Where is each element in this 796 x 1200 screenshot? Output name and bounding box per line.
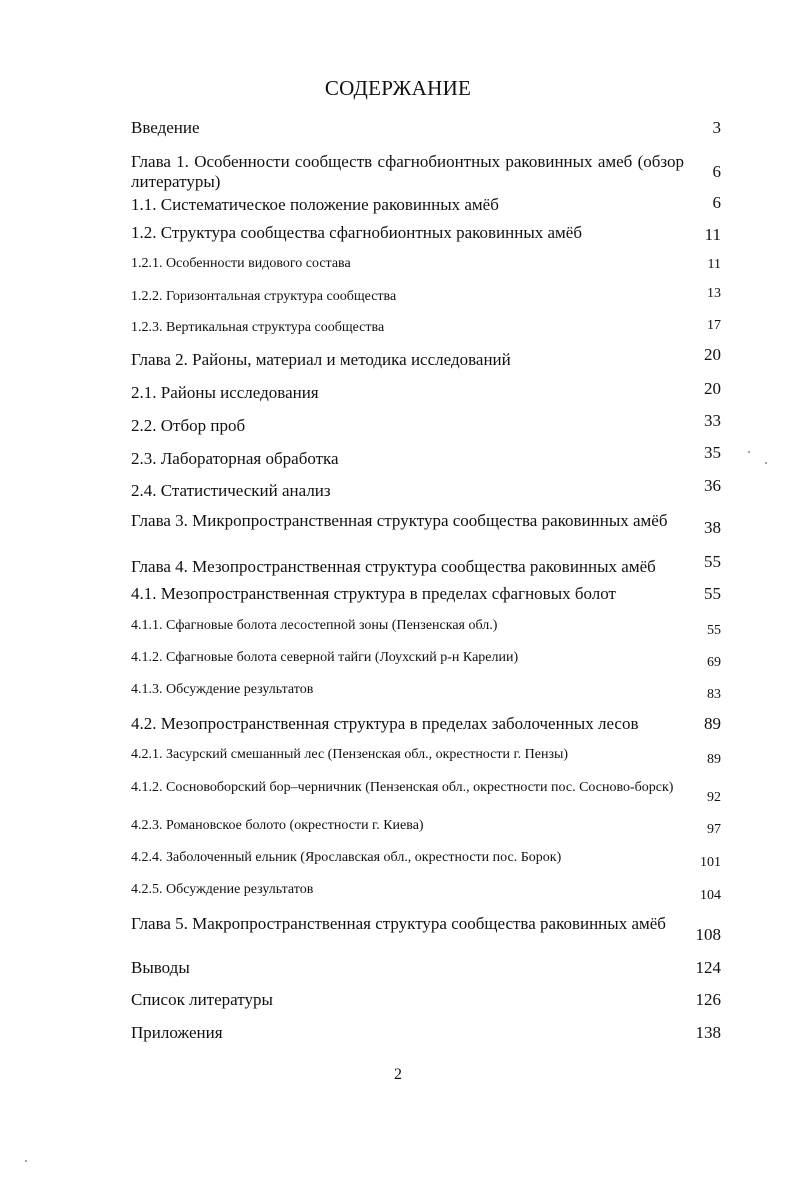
toc-entry-page: 89	[707, 752, 721, 767]
toc-entry-page: 36	[704, 476, 721, 495]
toc-entry	[131, 616, 721, 636]
toc-entry	[131, 584, 721, 604]
toc-entry-title: 1.2. Структура сообщества сфагнобионтных раковинных амёб	[131, 223, 582, 242]
toc-entry	[131, 816, 721, 836]
toc-entry-title: Введение	[131, 118, 200, 137]
toc-entry-page: 108	[695, 925, 721, 944]
toc-entry-page: 138	[695, 1023, 721, 1042]
toc-entry-title: Глава 5. Макропространственная структура сообщества раковинных амёб	[131, 914, 666, 933]
toc-entry-title: 4.2.4. Заболоченный ельник (Ярославская обл., окрестности пос. Борок)	[131, 850, 562, 865]
toc-entry-page: 97	[707, 822, 721, 837]
toc-entry-page: 6	[712, 193, 721, 212]
toc-entry-title: 4.1.3. Обсуждение результатов	[131, 682, 314, 697]
toc-entry	[131, 287, 721, 307]
toc-entry	[131, 379, 721, 403]
scan-speck	[25, 1160, 27, 1162]
toc-entry	[131, 152, 721, 192]
toc-entry-page: 126	[695, 990, 721, 1009]
toc-entry	[131, 880, 721, 903]
toc-entry-page: 124	[695, 958, 721, 977]
toc-entry-page: 11	[707, 257, 721, 272]
toc-entry	[131, 745, 721, 765]
toc-entry-page: 13	[707, 286, 721, 301]
toc-entry	[131, 778, 721, 805]
toc-entry-title: 4.2.1. Засурский смешанный лес (Пензенская обл., окрестности г. Пензы)	[131, 747, 569, 762]
toc-entry-title: 1.2.3. Вертикальная структура сообщества	[131, 320, 385, 335]
toc-entry-title: Приложения	[131, 1023, 223, 1042]
toc-entry-title: 4.2.3. Романовское болото (окрестности г. Киева)	[131, 818, 424, 833]
toc-entry	[131, 443, 721, 469]
toc-entry-page: 38	[704, 518, 721, 537]
toc-entry	[131, 223, 721, 243]
toc-entry-page: 69	[707, 655, 721, 670]
toc-entry-page: 6	[712, 162, 721, 181]
toc-entry	[131, 118, 721, 138]
toc-entry	[131, 1023, 721, 1043]
toc-entry-title: 4.1. Мезопространственная структура в пределах сфагновых болот	[131, 584, 616, 603]
toc-entry-title: 1.2.2. Горизонтальная структура сообщества	[131, 289, 397, 304]
toc-entry-page: 33	[704, 411, 721, 430]
toc-entry-title: Глава 1. Особенности сообществ сфагнобионтных раковинных амеб (обзор литературы)	[131, 152, 684, 191]
toc-entry	[131, 648, 721, 668]
toc-entry-title: 1.2.1. Особенности видового состава	[131, 256, 351, 271]
toc-entry-title: 1.1. Систематическое положение раковинных амёб	[131, 195, 499, 214]
toc-entry	[131, 476, 721, 501]
toc-entry-page: 17	[707, 318, 721, 333]
toc-entry	[131, 411, 721, 436]
toc-entry	[131, 195, 721, 215]
toc-entry-page: 20	[704, 379, 721, 398]
toc-entry-title: Выводы	[131, 958, 190, 977]
toc-entry-title: Глава 4. Мезопространственная структура сообщества раковинных амёб	[131, 557, 656, 576]
toc-entry	[131, 345, 721, 370]
toc-entry-title: 2.3. Лабораторная обработка	[131, 449, 339, 468]
toc-entry	[131, 254, 721, 274]
toc-entry	[131, 958, 721, 978]
toc-entry	[131, 990, 721, 1010]
toc-entry-page: 35	[704, 443, 721, 462]
toc-entry-page: 83	[707, 687, 721, 702]
toc-entry-page: 55	[707, 623, 721, 638]
toc-entry-page: 3	[712, 118, 721, 137]
page-number: 2	[394, 1066, 402, 1083]
toc-entry-title: 4.1.2. Сосновоборский бор–черничник (Пензенская обл., окрестности пос. Сосново-борск)	[131, 780, 674, 795]
page-title: СОДЕРЖАНИЕ	[324, 76, 472, 100]
toc-entry-title: 4.1.2. Сфагновые болота северной тайги (Лоухский р-н Карелии)	[131, 650, 519, 665]
scan-speck	[765, 462, 767, 464]
toc-entry-page: 92	[707, 790, 721, 805]
toc-entry-title: Глава 2. Районы, материал и методика исследований	[131, 350, 511, 369]
scan-speck	[748, 451, 750, 453]
toc-entry-title: 4.2.5. Обсуждение результатов	[131, 882, 314, 897]
toc-entry-title: 2.4. Статистический анализ	[131, 481, 331, 500]
toc-entry-page: 11	[704, 225, 721, 244]
toc-entry-title: 2.1. Районы исследования	[131, 383, 319, 402]
toc-entry-page: 101	[700, 855, 721, 870]
toc-entry	[131, 552, 721, 577]
toc-entry	[131, 680, 721, 700]
toc-entry	[131, 714, 721, 734]
toc-entry-page: 20	[704, 345, 721, 364]
toc-entry	[131, 914, 721, 944]
toc-entry-page: 104	[700, 888, 721, 903]
toc-entry	[131, 318, 721, 338]
toc-entry-page: 55	[704, 552, 721, 571]
toc-entry-title: Список литературы	[131, 990, 273, 1009]
toc-entry	[131, 848, 721, 868]
toc-entry-title: Глава 3. Микропространственная структура сообщества раковинных амёб	[131, 511, 668, 530]
toc-entry-title: 2.2. Отбор проб	[131, 416, 246, 435]
toc-entry-page: 55	[704, 584, 721, 603]
toc-entry-title: 4.1.1. Сфагновые болота лесостепной зоны (Пензенская обл.)	[131, 618, 498, 633]
toc-entry-title: 4.2. Мезопространственная структура в пределах заболоченных лесов	[131, 714, 639, 733]
toc-entry	[131, 511, 721, 537]
toc-entry-page: 89	[704, 714, 721, 733]
